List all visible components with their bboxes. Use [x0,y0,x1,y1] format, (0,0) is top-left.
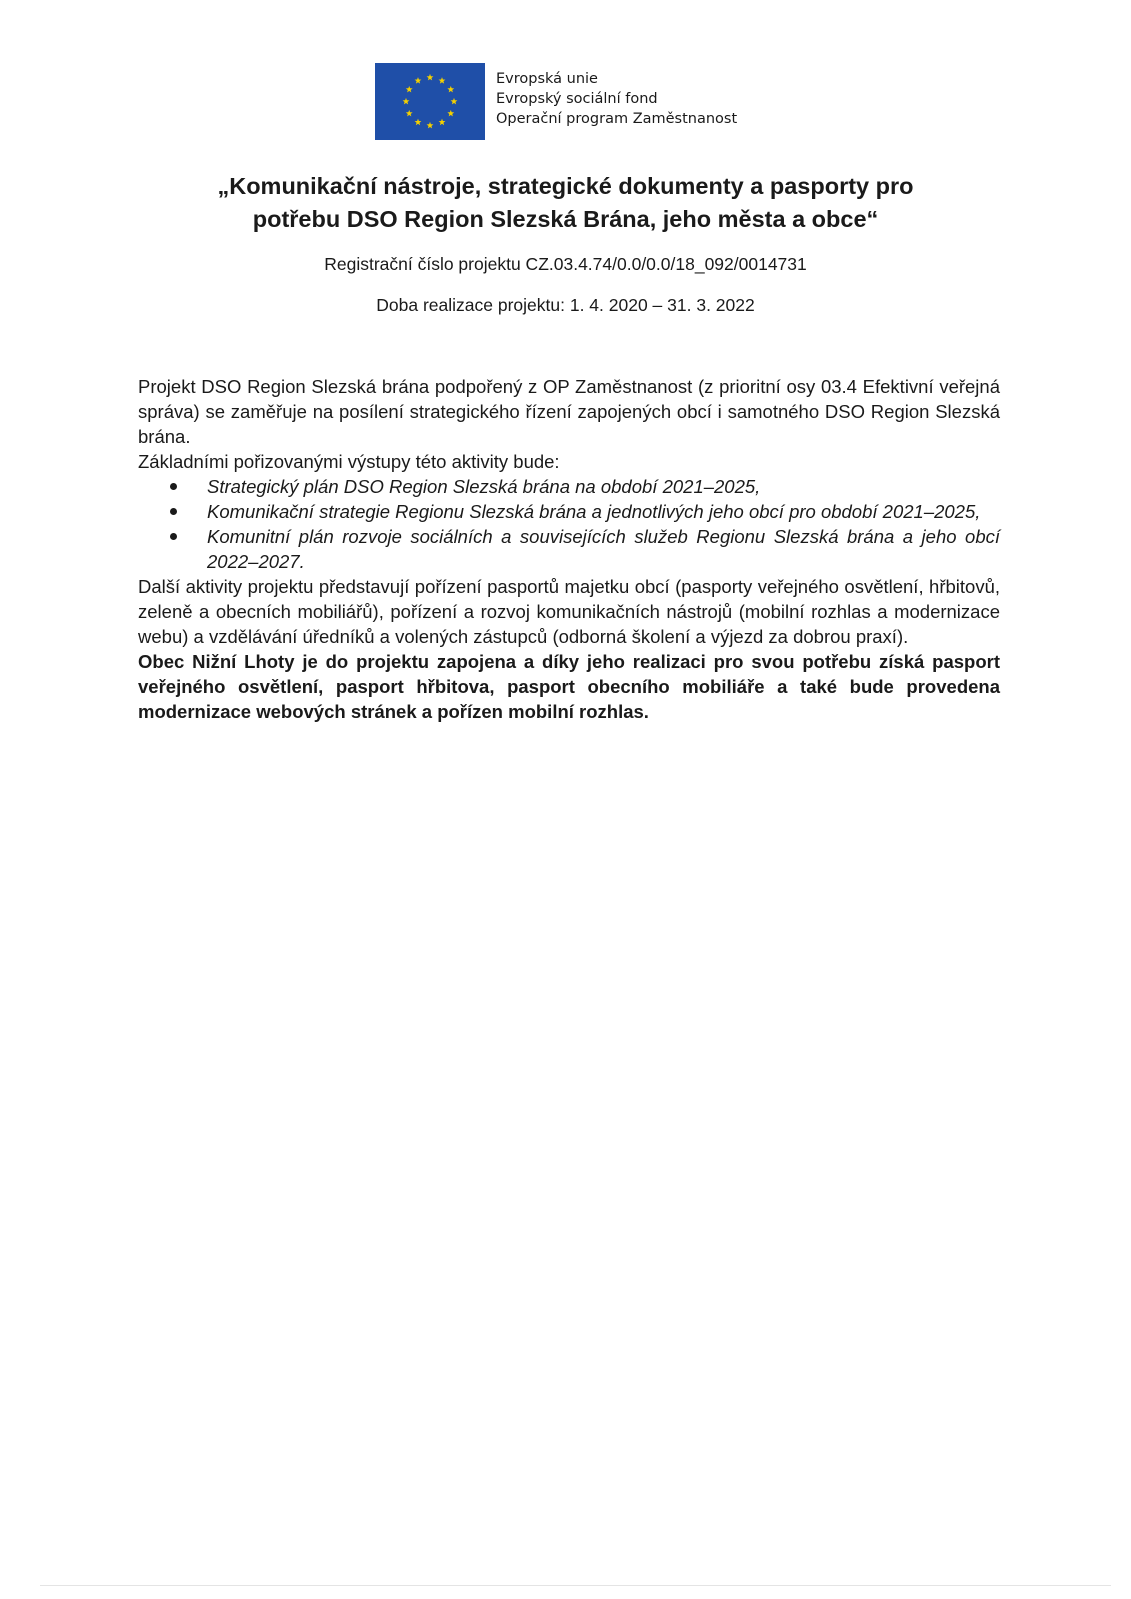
eu-star-icon [415,77,422,84]
eu-star-icon [447,86,454,93]
eu-program-text [496,69,737,129]
page-bottom-edge [40,1585,1111,1586]
intro-paragraph: Projekt DSO Region Slezská brána podpořený z OP Zaměstnanost (z prioritní osy 03.4 Efektivní veřejná správa) se zaměřuje na posílení strategického řízení zapojených obcí i samotného DSO Region Slezská brána. [138,376,1000,447]
document-body [138,374,1000,724]
title-line-2: potřebu DSO Region Slezská Brána, jeho města a obce“ [252,206,879,232]
eu-star-icon [427,122,434,129]
conclusion-paragraph: Obec Nižní Lhoty je do projektu zapojena a díky jeho realizaci pro svou potřebu získá pasport veřejného osvětlení, pasport hřbitova, pasport obecního mobiliáře a také bude provedena modernizace webových stránek a pořízen mobilní rozhlas. [138,651,1000,722]
eu-star-icon [415,119,422,126]
bullet-icon [170,508,177,515]
list-item-text: Komunitní plán rozvoje sociálních a souvisejících služeb Regionu Slezská brána a jeho obcí 2022–2027. [207,526,1000,572]
eu-star-icon [439,119,446,126]
eu-star-icon [451,98,458,105]
eu-star-icon [439,77,446,84]
outputs-list [138,474,1000,574]
eu-star-icon [447,110,454,117]
list-item-text: Komunikační strategie Regionu Slezská brána a jednotlivých jeho obcí pro období 2021–2025, [207,501,981,522]
bullet-icon [170,483,177,490]
eu-line-fund: Evropský sociální fond [496,91,658,107]
registration-number: Registrační číslo projektu CZ.03.4.74/0.0/0.0/18_092/0014731 [324,254,807,274]
list-item-text: Strategický plán DSO Region Slezská brána na období 2021–2025, [207,476,761,497]
eu-star-icon [406,86,413,93]
eu-line-union: Evropská unie [496,71,598,87]
eu-star-icon [406,110,413,117]
list-item [138,499,1000,524]
eu-star-icon [427,74,434,81]
list-item [138,524,1000,574]
eu-star-icon [403,98,410,105]
outputs-heading: Základními pořizovanými výstupy této aktivity bude: [138,451,560,472]
list-item [138,474,1000,499]
eu-flag-icon [375,63,485,140]
title-line-1: „Komunikační nástroje, strategické dokumenty a pasporty pro [217,173,914,199]
other-activities-paragraph: Další aktivity projektu představují pořízení pasportů majetku obcí (pasporty veřejného osvětlení, hřbitovů, zeleně a obecních mobiliářů), pořízení a rozvoj komunikačních nástrojů (mobilní rozhlas a modernizace webu) a vzdělávání úředníků a volených zástupců (odborná školení a výjezd za dobrou praxí). [138,576,1000,647]
project-period: Doba realizace projektu: 1. 4. 2020 – 31. 3. 2022 [376,295,755,315]
document-title [0,170,1131,236]
eu-logo-block [375,63,737,140]
eu-line-program: Operační program Zaměstnanost [496,111,738,127]
bullet-icon [170,533,177,540]
